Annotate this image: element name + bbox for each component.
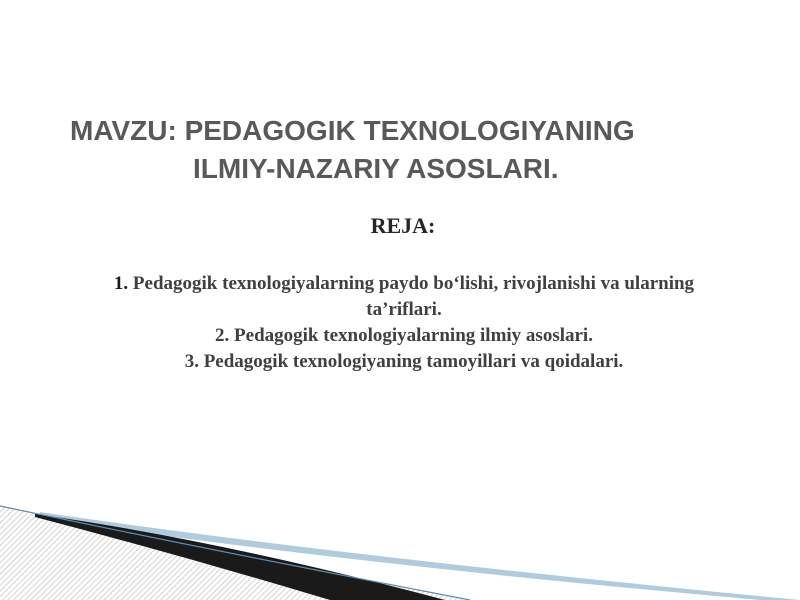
plan-item-3 [100, 349, 708, 375]
plan-item-3-number: 3. [184, 351, 199, 372]
plan-item-1 [100, 271, 708, 323]
title-line-2: ILMIY-NAZARIY ASOSLARI. [193, 153, 559, 184]
title-line-1: MAVZU: PEDAGOGIK TEXNOLOGIYANING [70, 115, 635, 146]
plan-list [100, 271, 708, 375]
plan-item-3-text: Pedagogik texnologiyaning tamoyillari va qoidalari. [198, 351, 624, 372]
plan-item-2-number: 2. [215, 325, 230, 346]
plan-heading: REJA: [370, 213, 436, 238]
plan-item-2-text: Pedagogik texnologiyalarning ilmiy asoslari. [229, 325, 593, 346]
plan-item-1-number: 1. [113, 273, 129, 294]
corner-swoosh-decoration [0, 500, 800, 600]
plan-item-2 [100, 323, 708, 349]
plan-item-1-text: Pedagogik texnologiyalarning paydo bo‘lishi, rivojlanishi va ularning ta’riflari. [128, 273, 695, 320]
